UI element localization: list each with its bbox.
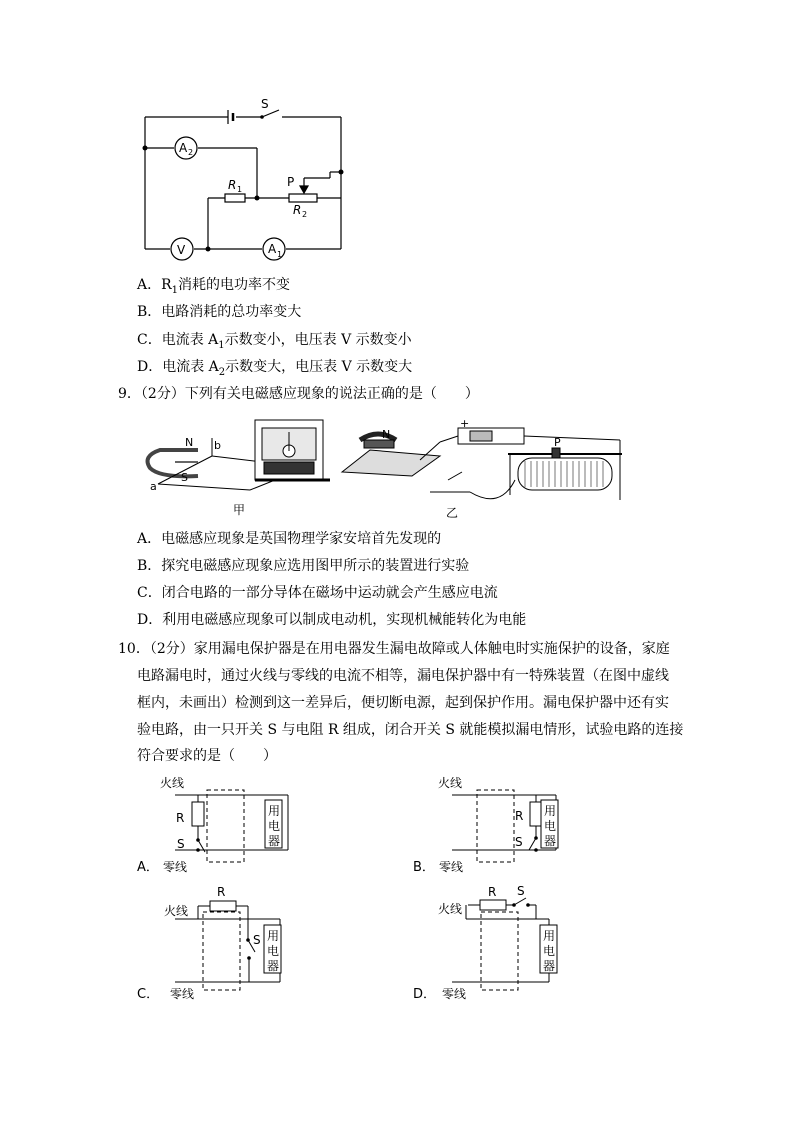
b-r-label: R [515, 809, 524, 823]
a-neutral-label: 零线 [163, 860, 188, 874]
a-device-2: 电 [268, 819, 281, 833]
q8-option-d: D．电流表 $A_2$示数变大，电压表 V 示数变大 [137, 359, 413, 378]
a-s-label: S [177, 837, 185, 851]
fig-yi-plus-label: + [460, 417, 470, 430]
c-neutral-label: 零线 [170, 987, 195, 1001]
b-device-3: 器 [544, 834, 557, 848]
q10-stem-line-2: 电路漏电时，通过火线与零线的电流不相等，漏电保护器中有一特殊装置（在图中虚线 [137, 668, 669, 684]
q8-option-c: C．电流表 $A_1$示数变小，电压表 V 示数变小 [137, 332, 412, 351]
r1-sub: 1 [237, 185, 243, 194]
q10-stem-line-4: 验电路，由一只开关 S 与电阻 R 组成，闭合开关 S 就能模拟漏电情形，试验电路的连接 [137, 722, 684, 738]
fig-jia-n-label: N [185, 436, 194, 449]
a-live-label: 火线 [160, 776, 185, 790]
q10-stem-line-1: 10．（2分）家用漏电保护器是在用电器发生漏电故障或人体触电时实施保护的设备，家庭 [118, 641, 670, 657]
fig-yi-p-label: P [554, 436, 561, 449]
b-neutral-label: 零线 [439, 860, 464, 874]
q10-stem-line-5: 符合要求的是（ ） [137, 748, 277, 764]
fig-jia-s-label: S [181, 471, 188, 484]
q8-circuit-diagram [0, 0, 794, 280]
q9-stem: 9．（2分）下列有关电磁感应现象的说法正确的是（ ） [118, 386, 479, 402]
d-live-label: 火线 [438, 902, 463, 916]
c-option-letter: C． [137, 987, 160, 1002]
q9-apparatus-figure [0, 405, 794, 520]
switch-label: S [261, 97, 269, 111]
c-r-label: R [217, 885, 226, 899]
a2-label: A [179, 141, 188, 155]
d-s-label: S [517, 884, 525, 898]
c-device-2: 电 [267, 944, 280, 958]
a1-sub: 1 [277, 250, 283, 259]
q9-option-a: A．电磁感应现象是英国物理学家安培首先发现的 [137, 531, 442, 547]
d-neutral-label: 零线 [442, 987, 467, 1001]
d-r-label: R [488, 885, 497, 899]
a-option-letter: A． [137, 860, 159, 875]
b-live-label: 火线 [438, 776, 463, 790]
d-option-letter: D． [413, 987, 437, 1002]
b-option-letter: B． [413, 860, 435, 875]
c-device-3: 器 [267, 959, 280, 973]
r1-label: R [228, 178, 237, 192]
b-s-label: S [515, 835, 523, 849]
c-live-label: 火线 [164, 904, 189, 918]
fig-jia-caption: 甲 [233, 503, 246, 517]
a-device-1: 用 [268, 804, 281, 818]
q8-option-a: A．$R_1$消耗的电功率不变 [137, 277, 291, 296]
d-device-1: 用 [543, 929, 556, 943]
a1-label: A [268, 242, 277, 256]
q8-option-b: B．电路消耗的总功率变大 [137, 304, 302, 320]
r2-label: R [293, 203, 302, 217]
fig-jia-b-label: b [214, 439, 221, 452]
fig-yi-n-label: N [382, 428, 391, 441]
voltmeter-label: V [177, 243, 186, 257]
c-device-1: 用 [267, 929, 280, 943]
q9-option-c: C．闭合电路的一部分导体在磁场中运动就会产生感应电流 [137, 585, 498, 601]
fig-yi-caption: 乙 [446, 506, 459, 520]
q10-diagrams [0, 770, 794, 1010]
c-s-label: S [253, 933, 261, 947]
d-device-3: 器 [543, 959, 556, 973]
a2-sub: 2 [188, 148, 194, 157]
a-r-label: R [176, 811, 185, 825]
r2-sub: 2 [302, 210, 308, 219]
a-device-3: 器 [268, 834, 281, 848]
slider-p-label: P [287, 175, 295, 189]
fig-jia-a-label: a [150, 480, 157, 493]
b-device-2: 电 [544, 819, 557, 833]
q9-option-d: D．利用电磁感应现象可以制成电动机，实现机械能转化为电能 [137, 612, 527, 628]
q10-stem-line-3: 框内，未画出）检测到这一差异后，便切断电源，起到保护作用。漏电保护器中还有实 [137, 695, 669, 711]
d-device-2: 电 [543, 944, 556, 958]
b-device-1: 用 [544, 804, 557, 818]
q9-option-b: B．探究电磁感应现象应选用图甲所示的装置进行实验 [137, 558, 470, 574]
